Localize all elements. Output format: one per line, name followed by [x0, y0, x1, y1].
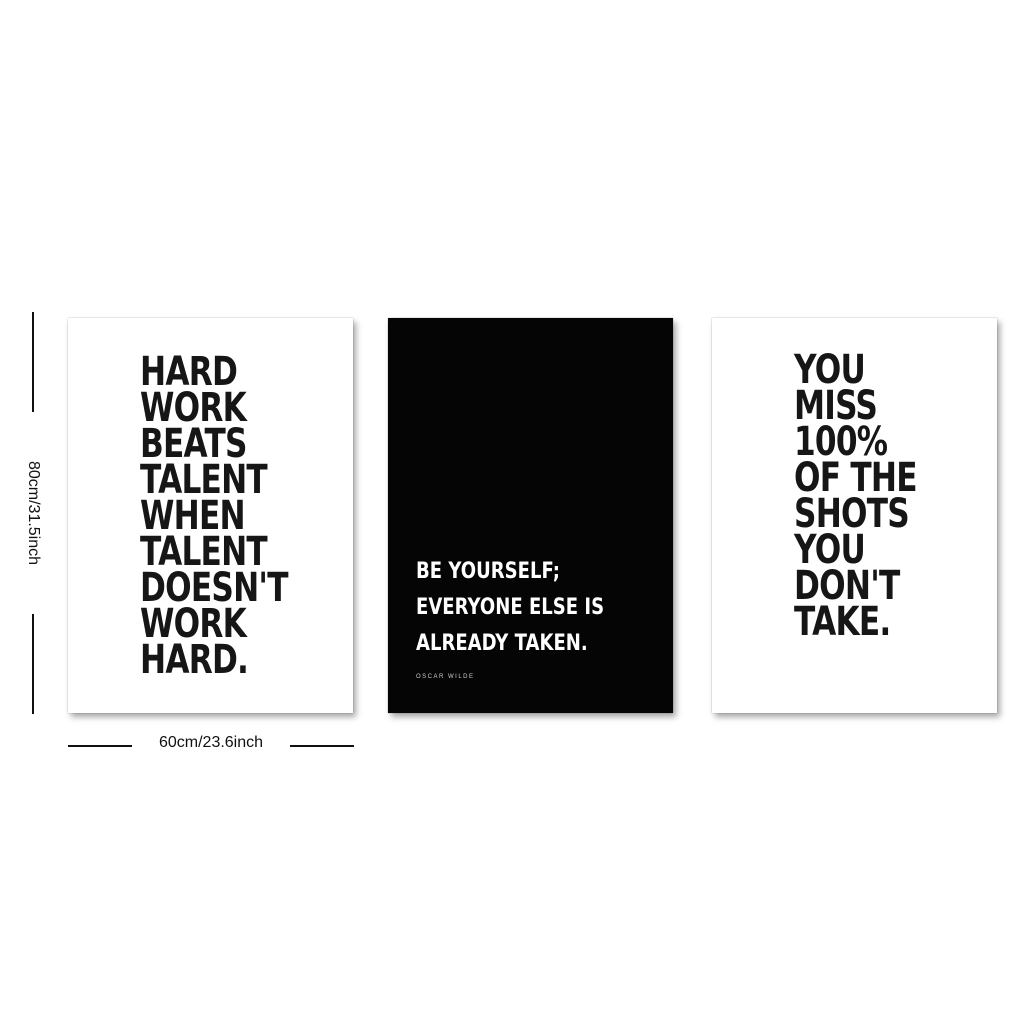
quote-line: YOU: [794, 527, 866, 573]
height-line-top: [32, 312, 34, 412]
height-label: 80cm/31.5inch: [25, 460, 42, 566]
poster-3-quote: [794, 347, 917, 645]
quote-line: OF THE: [794, 455, 917, 501]
poster-be-yourself: [388, 318, 673, 713]
quote-line: BE YOURSELF;: [416, 559, 561, 584]
quote-line: TALENT: [140, 529, 267, 575]
quote-line: YOU: [794, 347, 866, 393]
poster-2-quote: [416, 554, 604, 662]
poster-1-quote: [140, 349, 288, 683]
quote-line: 100%: [794, 419, 888, 465]
quote-line: WORK: [140, 601, 247, 647]
quote-line: DOESN'T: [140, 565, 288, 611]
poster-you-miss: [712, 318, 997, 713]
width-dimension-marker: [68, 734, 354, 756]
quote-line: MISS: [794, 383, 878, 429]
quote-line: HARD.: [140, 637, 249, 683]
quote-line: ALREADY TAKEN.: [416, 631, 588, 656]
quote-line: BEATS: [140, 421, 247, 467]
quote-line: DON'T: [794, 563, 900, 609]
quote-author: OSCAR WILDE: [416, 674, 475, 680]
height-dimension-marker: [18, 312, 48, 714]
quote-line: TAKE.: [794, 599, 891, 645]
quote-line: SHOTS: [794, 491, 909, 537]
width-line-right: [290, 745, 354, 747]
quote-line: WHEN: [140, 493, 245, 539]
quote-line: TALENT: [140, 457, 267, 503]
quote-line: EVERYONE ELSE IS: [416, 595, 605, 620]
width-label: 60cm/23.6inch: [158, 734, 264, 751]
quote-line: WORK: [140, 385, 247, 431]
poster-hard-work: [68, 318, 353, 713]
quote-line: HARD: [140, 349, 238, 395]
height-line-bottom: [32, 614, 34, 714]
width-line-left: [68, 745, 132, 747]
